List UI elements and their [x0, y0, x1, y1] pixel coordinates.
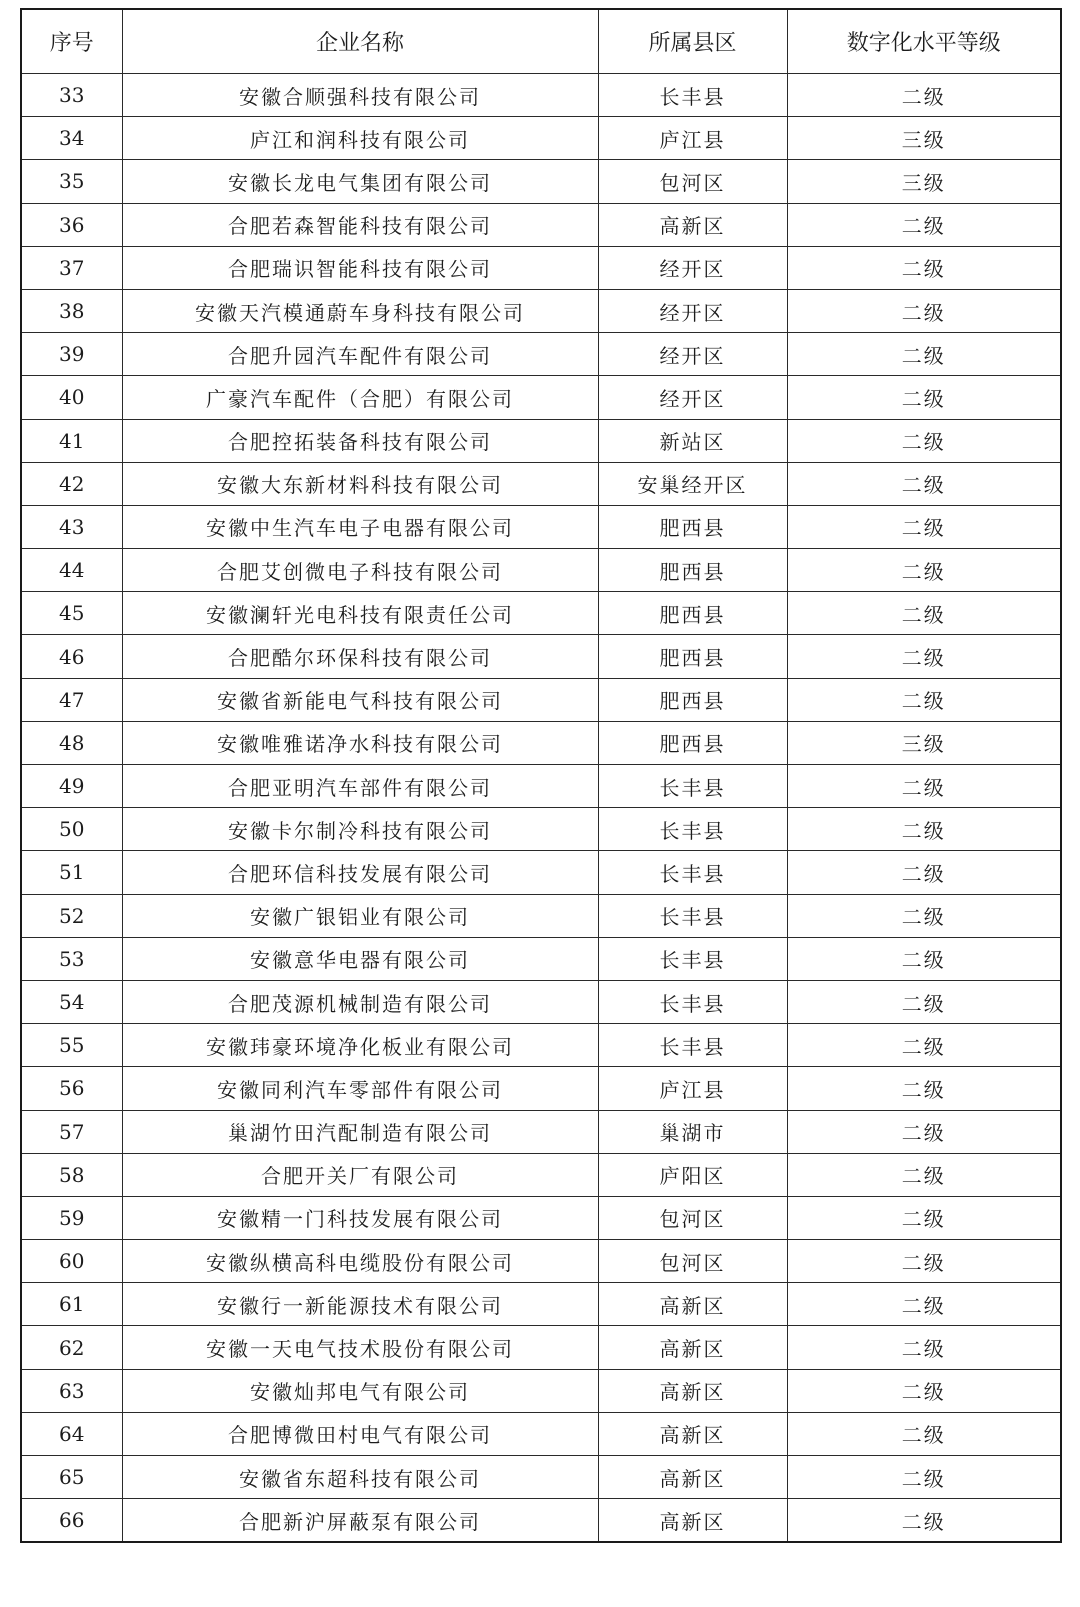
- header-district: 所属县区: [598, 9, 787, 74]
- cell-district: 高新区: [598, 1326, 787, 1369]
- cell-serial-number: 58: [21, 1153, 122, 1196]
- table-row: [21, 678, 1061, 721]
- cell-digital-level: 二级: [787, 1240, 1061, 1283]
- cell-digital-level: 二级: [787, 74, 1061, 117]
- cell-district: 新站区: [598, 419, 787, 462]
- cell-serial-number: 49: [21, 765, 122, 808]
- cell-district: 长丰县: [598, 1024, 787, 1067]
- cell-district: 庐江县: [598, 117, 787, 160]
- cell-digital-level: 二级: [787, 1326, 1061, 1369]
- cell-digital-level: 二级: [787, 419, 1061, 462]
- cell-enterprise-name: 合肥环信科技发展有限公司: [122, 851, 598, 894]
- cell-district: 高新区: [598, 1456, 787, 1499]
- cell-serial-number: 55: [21, 1024, 122, 1067]
- cell-enterprise-name: 合肥若森智能科技有限公司: [122, 203, 598, 246]
- cell-enterprise-name: 安徽澜轩光电科技有限责任公司: [122, 592, 598, 635]
- cell-digital-level: 二级: [787, 462, 1061, 505]
- table-row: [21, 1024, 1061, 1067]
- table-row: [21, 376, 1061, 419]
- cell-serial-number: 44: [21, 549, 122, 592]
- cell-serial-number: 61: [21, 1283, 122, 1326]
- table-row: [21, 505, 1061, 548]
- cell-enterprise-name: 安徽玮豪环境净化板业有限公司: [122, 1024, 598, 1067]
- cell-serial-number: 59: [21, 1196, 122, 1239]
- table-row: [21, 203, 1061, 246]
- cell-serial-number: 45: [21, 592, 122, 635]
- cell-digital-level: 二级: [787, 635, 1061, 678]
- cell-district: 高新区: [598, 1499, 787, 1543]
- enterprise-table: [20, 8, 1062, 1543]
- table-row: [21, 1283, 1061, 1326]
- cell-district: 肥西县: [598, 721, 787, 764]
- cell-district: 庐阳区: [598, 1153, 787, 1196]
- table-row: [21, 246, 1061, 289]
- cell-serial-number: 47: [21, 678, 122, 721]
- cell-enterprise-name: 安徽天汽模通蔚车身科技有限公司: [122, 289, 598, 332]
- cell-district: 肥西县: [598, 505, 787, 548]
- table-row: [21, 1412, 1061, 1455]
- cell-serial-number: 62: [21, 1326, 122, 1369]
- cell-digital-level: 二级: [787, 376, 1061, 419]
- table-row: [21, 419, 1061, 462]
- cell-district: 庐江县: [598, 1067, 787, 1110]
- table-row: [21, 1067, 1061, 1110]
- cell-district: 肥西县: [598, 635, 787, 678]
- cell-digital-level: 二级: [787, 505, 1061, 548]
- cell-digital-level: 二级: [787, 1153, 1061, 1196]
- cell-enterprise-name: 安徽行一新能源技术有限公司: [122, 1283, 598, 1326]
- cell-digital-level: 二级: [787, 678, 1061, 721]
- cell-enterprise-name: 安徽长龙电气集团有限公司: [122, 160, 598, 203]
- cell-enterprise-name: 合肥亚明汽车部件有限公司: [122, 765, 598, 808]
- cell-digital-level: 二级: [787, 851, 1061, 894]
- cell-digital-level: 二级: [787, 203, 1061, 246]
- cell-serial-number: 43: [21, 505, 122, 548]
- cell-district: 长丰县: [598, 765, 787, 808]
- cell-digital-level: 二级: [787, 592, 1061, 635]
- cell-district: 经开区: [598, 246, 787, 289]
- table-row: [21, 1110, 1061, 1153]
- cell-digital-level: 二级: [787, 1110, 1061, 1153]
- cell-digital-level: 二级: [787, 937, 1061, 980]
- cell-district: 长丰县: [598, 937, 787, 980]
- cell-district: 高新区: [598, 1369, 787, 1412]
- cell-enterprise-name: 安徽一天电气技术股份有限公司: [122, 1326, 598, 1369]
- cell-enterprise-name: 安徽纵横高科电缆股份有限公司: [122, 1240, 598, 1283]
- cell-enterprise-name: 安徽广银铝业有限公司: [122, 894, 598, 937]
- cell-enterprise-name: 合肥瑞识智能科技有限公司: [122, 246, 598, 289]
- cell-digital-level: 二级: [787, 1196, 1061, 1239]
- cell-serial-number: 57: [21, 1110, 122, 1153]
- cell-digital-level: 二级: [787, 980, 1061, 1023]
- table-row: [21, 160, 1061, 203]
- cell-district: 包河区: [598, 1240, 787, 1283]
- table-body: [21, 74, 1061, 1543]
- cell-serial-number: 63: [21, 1369, 122, 1412]
- table-row: [21, 635, 1061, 678]
- cell-district: 经开区: [598, 376, 787, 419]
- table-row: [21, 765, 1061, 808]
- cell-digital-level: 二级: [787, 808, 1061, 851]
- cell-district: 巢湖市: [598, 1110, 787, 1153]
- cell-serial-number: 66: [21, 1499, 122, 1543]
- cell-serial-number: 48: [21, 721, 122, 764]
- cell-enterprise-name: 安徽精一门科技发展有限公司: [122, 1196, 598, 1239]
- cell-enterprise-name: 安徽省新能电气科技有限公司: [122, 678, 598, 721]
- table-row: [21, 1153, 1061, 1196]
- table-row: [21, 937, 1061, 980]
- cell-enterprise-name: 安徽中生汽车电子电器有限公司: [122, 505, 598, 548]
- table-row: [21, 808, 1061, 851]
- cell-digital-level: 二级: [787, 1067, 1061, 1110]
- cell-district: 高新区: [598, 203, 787, 246]
- cell-district: 经开区: [598, 333, 787, 376]
- header-serial-number: 序号: [21, 9, 122, 74]
- cell-enterprise-name: 安徽灿邦电气有限公司: [122, 1369, 598, 1412]
- table-row: [21, 549, 1061, 592]
- table-row: [21, 894, 1061, 937]
- cell-serial-number: 51: [21, 851, 122, 894]
- cell-district: 高新区: [598, 1283, 787, 1326]
- cell-digital-level: 三级: [787, 117, 1061, 160]
- cell-district: 长丰县: [598, 851, 787, 894]
- cell-digital-level: 二级: [787, 765, 1061, 808]
- table-row: [21, 289, 1061, 332]
- cell-enterprise-name: 安徽大东新材料科技有限公司: [122, 462, 598, 505]
- cell-serial-number: 53: [21, 937, 122, 980]
- table-row: [21, 1196, 1061, 1239]
- cell-enterprise-name: 合肥酷尔环保科技有限公司: [122, 635, 598, 678]
- cell-serial-number: 52: [21, 894, 122, 937]
- cell-digital-level: 二级: [787, 549, 1061, 592]
- cell-digital-level: 二级: [787, 1456, 1061, 1499]
- cell-district: 包河区: [598, 1196, 787, 1239]
- document-page: [20, 8, 1062, 1543]
- cell-serial-number: 36: [21, 203, 122, 246]
- cell-district: 长丰县: [598, 894, 787, 937]
- table-row: [21, 1240, 1061, 1283]
- cell-enterprise-name: 安徽同利汽车零部件有限公司: [122, 1067, 598, 1110]
- cell-serial-number: 35: [21, 160, 122, 203]
- cell-enterprise-name: 合肥新沪屏蔽泵有限公司: [122, 1499, 598, 1543]
- cell-serial-number: 64: [21, 1412, 122, 1455]
- table-row: [21, 1499, 1061, 1543]
- cell-district: 包河区: [598, 160, 787, 203]
- cell-enterprise-name: 安徽省东超科技有限公司: [122, 1456, 598, 1499]
- cell-serial-number: 38: [21, 289, 122, 332]
- cell-digital-level: 二级: [787, 1024, 1061, 1067]
- cell-serial-number: 33: [21, 74, 122, 117]
- table-row: [21, 851, 1061, 894]
- cell-serial-number: 42: [21, 462, 122, 505]
- table-header-row: [21, 9, 1061, 74]
- cell-digital-level: 二级: [787, 246, 1061, 289]
- cell-serial-number: 41: [21, 419, 122, 462]
- cell-enterprise-name: 合肥控拓装备科技有限公司: [122, 419, 598, 462]
- cell-district: 高新区: [598, 1412, 787, 1455]
- table-row: [21, 74, 1061, 117]
- cell-enterprise-name: 庐江和润科技有限公司: [122, 117, 598, 160]
- cell-enterprise-name: 广豪汽车配件（合肥）有限公司: [122, 376, 598, 419]
- cell-district: 肥西县: [598, 592, 787, 635]
- cell-enterprise-name: 合肥开关厂有限公司: [122, 1153, 598, 1196]
- cell-digital-level: 二级: [787, 1499, 1061, 1543]
- cell-enterprise-name: 安徽卡尔制冷科技有限公司: [122, 808, 598, 851]
- cell-serial-number: 37: [21, 246, 122, 289]
- cell-serial-number: 60: [21, 1240, 122, 1283]
- cell-enterprise-name: 巢湖竹田汽配制造有限公司: [122, 1110, 598, 1153]
- table-row: [21, 462, 1061, 505]
- cell-district: 肥西县: [598, 549, 787, 592]
- cell-district: 长丰县: [598, 980, 787, 1023]
- cell-serial-number: 40: [21, 376, 122, 419]
- cell-digital-level: 二级: [787, 1412, 1061, 1455]
- cell-digital-level: 二级: [787, 1283, 1061, 1326]
- cell-district: 肥西县: [598, 678, 787, 721]
- cell-district: 安巢经开区: [598, 462, 787, 505]
- table-row: [21, 1326, 1061, 1369]
- header-enterprise-name: 企业名称: [122, 9, 598, 74]
- cell-digital-level: 三级: [787, 160, 1061, 203]
- cell-digital-level: 二级: [787, 289, 1061, 332]
- table-row: [21, 592, 1061, 635]
- header-digital-level: 数字化水平等级: [787, 9, 1061, 74]
- table-row: [21, 333, 1061, 376]
- cell-enterprise-name: 合肥升园汽车配件有限公司: [122, 333, 598, 376]
- cell-digital-level: 二级: [787, 894, 1061, 937]
- cell-enterprise-name: 合肥艾创微电子科技有限公司: [122, 549, 598, 592]
- cell-enterprise-name: 安徽合顺强科技有限公司: [122, 74, 598, 117]
- cell-district: 经开区: [598, 289, 787, 332]
- cell-serial-number: 65: [21, 1456, 122, 1499]
- table-row: [21, 1456, 1061, 1499]
- cell-enterprise-name: 安徽意华电器有限公司: [122, 937, 598, 980]
- table-row: [21, 1369, 1061, 1412]
- cell-serial-number: 54: [21, 980, 122, 1023]
- cell-district: 长丰县: [598, 74, 787, 117]
- cell-enterprise-name: 安徽唯雅诺净水科技有限公司: [122, 721, 598, 764]
- cell-digital-level: 二级: [787, 333, 1061, 376]
- cell-digital-level: 三级: [787, 721, 1061, 764]
- cell-enterprise-name: 合肥博微田村电气有限公司: [122, 1412, 598, 1455]
- cell-enterprise-name: 合肥茂源机械制造有限公司: [122, 980, 598, 1023]
- table-row: [21, 980, 1061, 1023]
- table-row: [21, 721, 1061, 764]
- cell-serial-number: 34: [21, 117, 122, 160]
- cell-serial-number: 56: [21, 1067, 122, 1110]
- cell-district: 长丰县: [598, 808, 787, 851]
- cell-serial-number: 50: [21, 808, 122, 851]
- cell-serial-number: 39: [21, 333, 122, 376]
- cell-digital-level: 二级: [787, 1369, 1061, 1412]
- cell-serial-number: 46: [21, 635, 122, 678]
- table-row: [21, 117, 1061, 160]
